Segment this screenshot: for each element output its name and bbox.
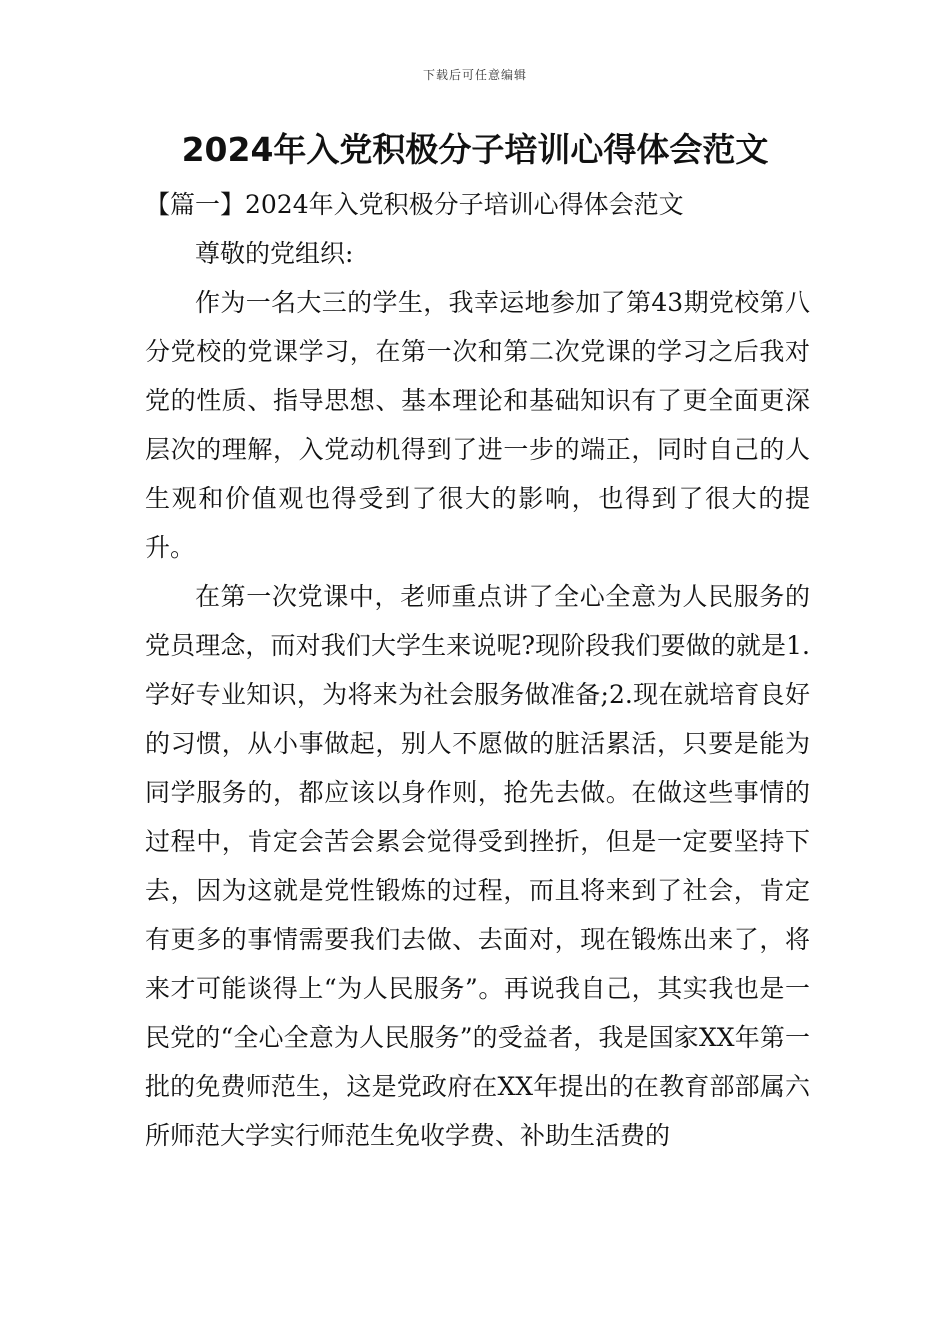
body-paragraph-2: 在第一次党课中，老师重点讲了全心全意为人民服务的党员理念，而对我们大学生来说呢?现阶段我们要做的就是1.学好专业知识，为将来为社会服务做准备;2.现在就培育良好的习惯，从小事做起，别人不愿做的脏活累活，只要是能为同学服务的，都应该以身作则，抢先去做。在做这些事情的过程中，肯定会苦会累会觉得受到挫折，但是一定要坚持下去，因为这就是党性锻炼的过程，而且将来到了社会，肯定有更多的事情需要我们去做、去面对，现在锻炼出来了，将来才可能谈得上“为人民服务”。再说我自己，其实我也是一民党的“全心全意为人民服务”的受益者，我是国家XX年第一批的免费师范生，这是党政府在XX年提出的在教育部部属六所师范大学实行师范生免收学费、补助生活费的	[145, 582, 810, 1150]
document-title: 2024年入党积极分子培训心得体会范文	[181, 130, 769, 169]
body-paragraph-1: 作为一名大三的学生，我幸运地参加了第43期党校第八分党校的党课学习，在第一次和第二次党课的学习之后我对党的性质、指导思想、基本理论和基础知识有了更全面更深层次的理解，入党动机得到了进一步的端正，同时自己的人生观和价值观也得受到了很大的影响，也得到了很大的提升。	[145, 288, 810, 562]
section-heading: 【篇一】2024年入党积极分子培训心得体会范文	[145, 190, 684, 219]
salutation: 尊敬的党组织:	[195, 239, 354, 268]
document-body	[145, 180, 810, 1160]
header-note: 下载后可任意编辑	[422, 68, 527, 82]
